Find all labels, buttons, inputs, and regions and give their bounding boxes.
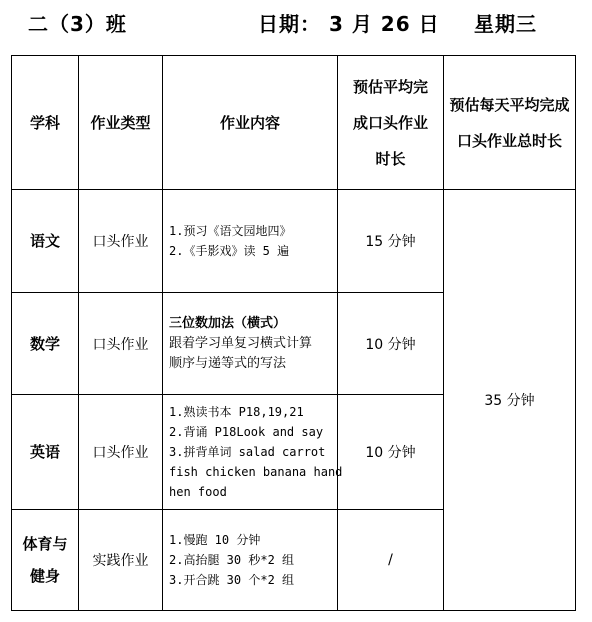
content-line: fish chicken banana hand xyxy=(169,465,343,479)
content-title: 三位数加法（横式） xyxy=(169,315,287,331)
type-cell: 口头作业 xyxy=(79,293,163,395)
subject-line: 健身 xyxy=(29,567,60,585)
col-header-content: 作业内容 xyxy=(163,56,338,190)
content-cell xyxy=(163,190,338,293)
subject-cell: 语文 xyxy=(12,190,79,293)
content-cell xyxy=(163,395,343,510)
content-cell xyxy=(163,510,338,611)
subject-cell: 英语 xyxy=(12,395,79,510)
content-line: 1.熟读书本 P18,19,21 xyxy=(169,405,304,419)
content-line: hen food xyxy=(169,485,227,499)
time-cell: 10 分钟 xyxy=(338,293,444,395)
content-line: 2.《手影戏》读 5 遍 xyxy=(169,244,290,258)
col-header-total-time xyxy=(444,56,576,190)
content-line: 3.开合跳 30 个*2 组 xyxy=(169,573,295,587)
content-cell xyxy=(163,293,338,395)
homework-table xyxy=(11,55,576,611)
time-cell: 10 分钟 xyxy=(338,395,444,510)
content-line: 跟着学习单复习横式计算 xyxy=(169,335,313,351)
time-cell: 15 分钟 xyxy=(338,190,444,293)
content-line: 2.背诵 P18Look and say xyxy=(169,425,324,439)
content-line: 1.预习《语文园地四》 xyxy=(169,224,292,238)
date-label: 日期： 3 月 26 日 xyxy=(258,12,440,36)
page-header xyxy=(0,0,592,52)
col-header-estimated-time-text: 预估平均完成口头作业时长 xyxy=(352,77,428,168)
class-name: 二（3）班 xyxy=(28,12,127,36)
time-cell: / xyxy=(338,510,444,611)
subject-cell xyxy=(12,510,79,611)
type-cell: 口头作业 xyxy=(79,395,163,510)
col-header-total-time-text: 预估每天平均完成口头作业总时长 xyxy=(449,95,570,150)
subject-line: 体育与 xyxy=(22,535,68,553)
weekday-label: 星期三 xyxy=(474,12,537,36)
table-row xyxy=(12,190,576,293)
total-time-cell: 35 分钟 xyxy=(444,190,576,611)
type-cell: 实践作业 xyxy=(79,510,163,611)
subject-cell: 数学 xyxy=(12,293,79,395)
content-line: 顺序与递等式的写法 xyxy=(169,355,287,371)
col-header-type: 作业类型 xyxy=(79,56,163,190)
type-cell: 口头作业 xyxy=(79,190,163,293)
col-header-subject: 学科 xyxy=(12,56,79,190)
col-header-estimated-time xyxy=(338,56,444,190)
content-line: 3.拼背单词 salad carrot xyxy=(169,445,326,459)
content-line: 2.高抬腿 30 秒*2 组 xyxy=(169,553,295,567)
table-header-row xyxy=(12,56,576,190)
content-line: 1.慢跑 10 分钟 xyxy=(169,533,261,547)
